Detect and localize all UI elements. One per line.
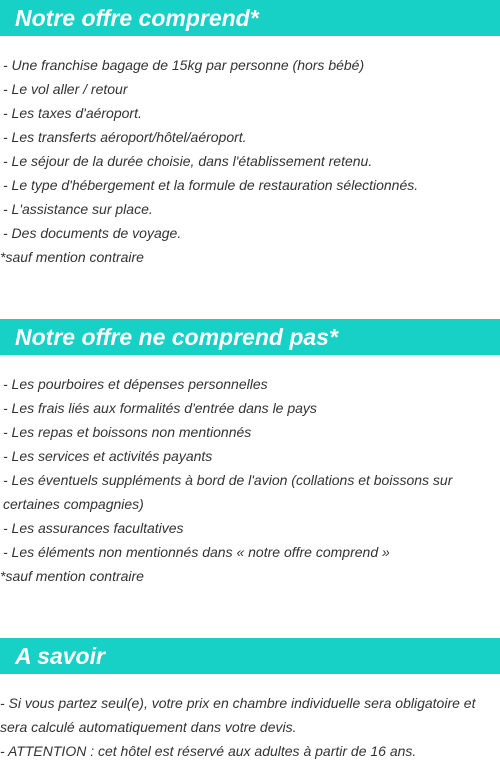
offre-comprend-list [0,53,500,269]
section-header-offre-comprend: Notre offre comprend* [0,0,500,36]
offre-ne-comprend-pas-list [0,372,500,588]
list-item: - Les transferts aéroport/hôtel/aéroport. [3,129,247,145]
list-item: - ATTENTION : cet hôtel est réservé aux adultes à partir de 16 ans. [0,743,417,759]
list-item: - L'assistance sur place. [3,201,153,217]
footnote: *sauf mention contraire [0,568,144,584]
section-header-a-savoir: A savoir [0,638,500,674]
list-item: - Le vol aller / retour [3,81,128,97]
list-item: - Les éléments non mentionnés dans « notre offre comprend » [3,544,390,560]
a-savoir-list [0,691,500,763]
list-item: - Les frais liés aux formalités d'entrée dans le pays [3,400,317,416]
section-header-offre-ne-comprend-pas: Notre offre ne comprend pas* [0,319,500,355]
list-item: - Les taxes d'aéroport. [3,105,142,121]
list-item: - Le type d'hébergement et la formule de restauration sélectionnés. [3,177,419,193]
list-item: - Les pourboires et dépenses personnelles [3,376,268,392]
list-item: - Les repas et boissons non mentionnés [3,424,252,440]
list-item: - Une franchise bagage de 15kg par personne (hors bébé) [3,57,365,73]
list-item: - Des documents de voyage. [3,225,182,241]
list-item: - Les services et activités payants [3,448,213,464]
list-item: - Le séjour de la durée choisie, dans l'établissement retenu. [3,153,373,169]
list-item: - Les éventuels suppléments à bord de l'avion (collations et boissons sur certaines compagnies) [3,472,453,512]
list-item: - Les assurances facultatives [3,520,184,536]
list-item: - Si vous partez seul(e), votre prix en chambre individuelle sera obligatoire et sera calculé automatiquement dans votre devis. [0,695,476,735]
footnote: *sauf mention contraire [0,249,144,265]
